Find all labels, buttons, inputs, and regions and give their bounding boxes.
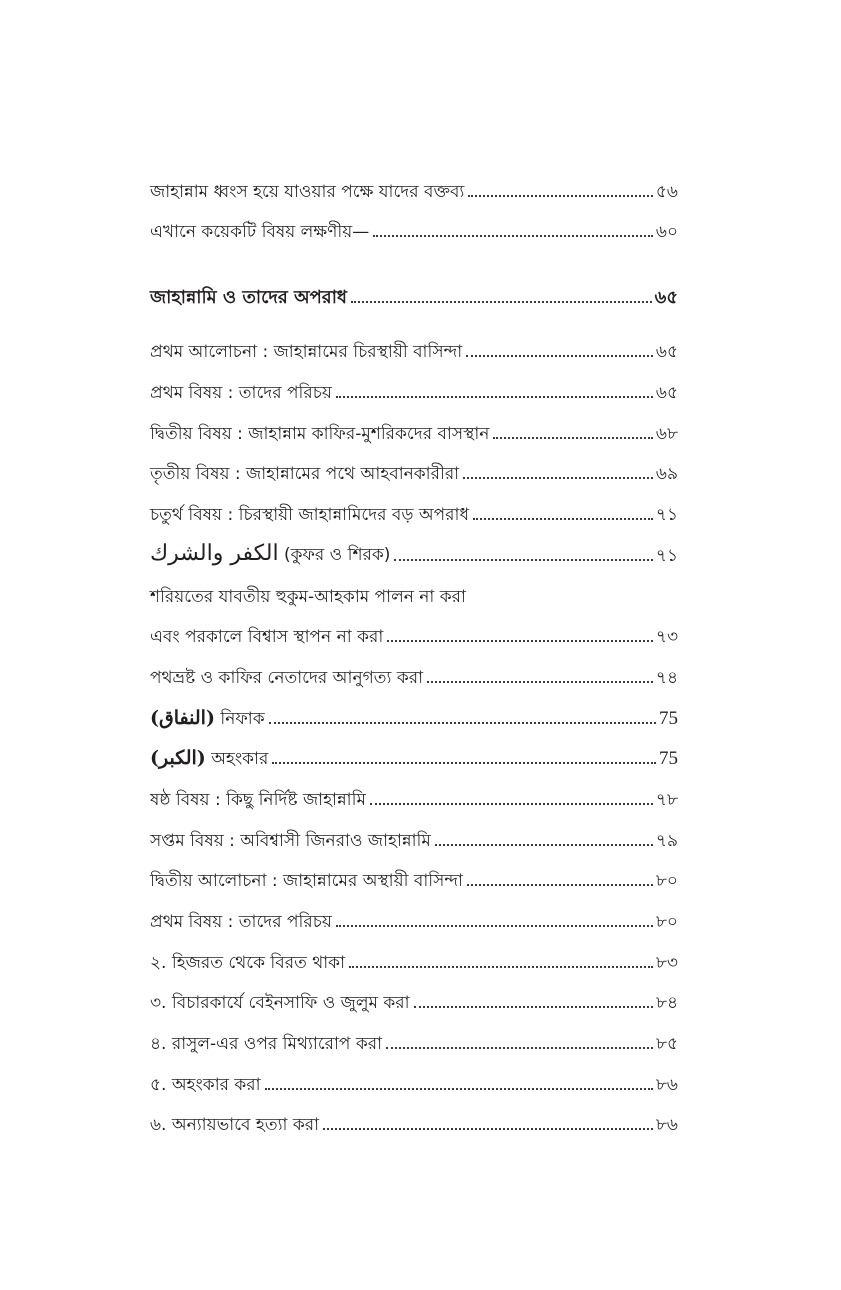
toc-entry-title: ৪. রাসুল-এর ওপর মিথ্যারোপ করা [150,1034,383,1055]
dot-leader [414,1006,653,1008]
toc-entry [150,646,678,687]
toc-entry-page: ৭৯ [655,830,678,851]
toc-entry-title: ২. হিজরত থেকে বিরত থাকা [150,952,346,973]
toc-entry-page: ৬০ [655,222,678,243]
toc-entry [150,201,678,242]
toc-entry [150,728,678,769]
toc-entry [150,443,678,484]
toc-entry [150,1094,678,1135]
toc-entry-title: ৬. অন্যায়ভাবে হত্যা করা [150,1115,320,1136]
toc-entry-page: ৮৬ [655,1074,678,1095]
dot-leader [463,477,653,479]
dot-leader [269,722,656,724]
toc-entry-title [150,540,394,566]
dot-leader [493,437,653,439]
toc-entry [150,850,678,891]
toc-entry-page: ৭৮ [655,789,678,810]
toc-entry-title: প্রথম বিষয় : তাদের পরিচয় [150,383,332,404]
toc-entry [150,768,678,809]
toc-entry-page: 75 [659,707,678,729]
dot-leader [265,1088,653,1090]
table-of-contents [150,160,678,1134]
dot-leader [386,1047,653,1049]
toc-entry-page: ৬৫ [655,342,678,363]
toc-entry-page: ৬৮ [655,423,678,444]
dot-leader [349,966,653,968]
dot-leader [373,235,653,237]
dot-leader [394,559,653,561]
toc-entry-page: ৭৩ [655,627,678,648]
toc-entry [150,890,678,931]
dot-leader [466,355,653,357]
dot-leader [336,925,653,927]
toc-entry [150,972,678,1013]
toc-entry-page: ৭৪ [655,667,678,688]
dot-leader [336,396,653,398]
toc-section-heading [150,241,678,307]
toc-entry [150,483,678,524]
toc-entry-title: শরিয়তের যাবতীয় হুকুম-আহকাম পালন না করা [150,586,466,607]
toc-entry-title: জাহান্নামি ও তাদের অপরাধ [150,287,348,309]
toc-entry-title: চতুর্থ বিষয় : চিরস্থায়ী জাহান্নামিদের বড় অপরাধ [150,505,469,526]
toc-entry [150,606,678,647]
arabic-term: (النفاق) [150,706,215,729]
toc-entry-title [150,749,272,768]
dot-leader [468,195,653,197]
dot-leader [427,681,653,683]
toc-entry-title-text: নিফাক [220,708,265,729]
toc-entry-page: ৮৫ [655,1034,678,1055]
toc-entry-title: প্রথম বিষয় : তাদের পরিচয় [150,912,332,932]
dot-leader [272,762,656,764]
toc-entry-title: তৃতীয় বিষয় : জাহান্নামের পথে আহবানকারীরা [150,464,460,485]
toc-entry-page: ৭১ [655,505,678,526]
toc-entry [150,524,678,565]
toc-entry-title: এখানে কয়েকটি বিষয় লক্ষণীয়— [150,222,370,243]
toc-entry [150,931,678,972]
toc-entry-page: ৮৪ [655,993,678,1014]
dot-leader [323,1128,653,1130]
toc-entry-page: ৮০ [655,912,678,932]
toc-entry [150,809,678,850]
dot-leader [387,640,653,642]
toc-entry-title: ষষ্ঠ বিষয় : কিছু নির্দিষ্ট জাহান্নামি [150,789,366,810]
toc-entry [150,361,678,402]
toc-entry-title: পথভ্রষ্ট ও কাফির নেতাদের আনুগত্য করা [150,667,424,688]
toc-entry [150,160,678,201]
toc-entry-page: ৫৬ [655,181,678,202]
toc-entry-title: প্রথম আলোচনা : জাহান্নামের চিরস্থায়ী বাসিন্দা [150,342,463,363]
toc-entry-page: ৮৬ [655,1115,678,1136]
dot-leader [435,844,653,846]
toc-entry [150,307,678,361]
toc-entry-page: ৬৫ [655,383,678,404]
dot-leader [370,803,653,805]
toc-entry-title: দ্বিতীয় বিষয় : জাহান্নাম কাফির-মুশরিকদের বাসস্থান [150,423,490,444]
toc-entry [150,1053,678,1094]
toc-entry-title: সপ্তম বিষয় : অবিশ্বাসী জিনরাও জাহান্নামি [150,830,431,851]
arabic-term: (الكبر) [150,747,206,770]
toc-entry-page: ৬৫ [654,287,678,309]
toc-entry [150,402,678,443]
dot-leader [351,301,652,303]
toc-entry-title: ৩. বিচারকার্যে বেইনসাফি ও জুলুম করা [150,993,410,1014]
toc-entry-title: জাহান্নাম ধ্বংস হয়ে যাওয়ার পক্ষে যাদের বক্তব্য [150,181,465,202]
toc-entry [150,565,678,606]
dot-leader [467,884,653,886]
toc-entry [150,1012,678,1053]
toc-entry-title: দ্বিতীয় আলোচনা : জাহান্নামের অস্থায়ী বাসিন্দা [150,871,463,892]
toc-entry-page: ৮৩ [655,952,678,973]
toc-entry-title-text: অহংকার [211,749,269,770]
toc-entry-title: এবং পরকালে বিশ্বাস স্থাপন না করা [150,627,384,648]
toc-entry-title [150,706,269,729]
toc-entry-page: 75 [659,748,678,770]
toc-entry-page: ৬৯ [655,464,678,485]
arabic-term: الكفر والشرك [150,540,279,566]
toc-entry-title: ৫. অহংকার করা [150,1074,261,1095]
toc-entry-page: ৮০ [655,871,678,892]
dot-leader [473,518,653,520]
toc-entry-page: ৭১ [655,545,678,566]
toc-entry-title-text: (কুফর ও শিরক) [283,544,391,565]
toc-entry [150,687,678,728]
